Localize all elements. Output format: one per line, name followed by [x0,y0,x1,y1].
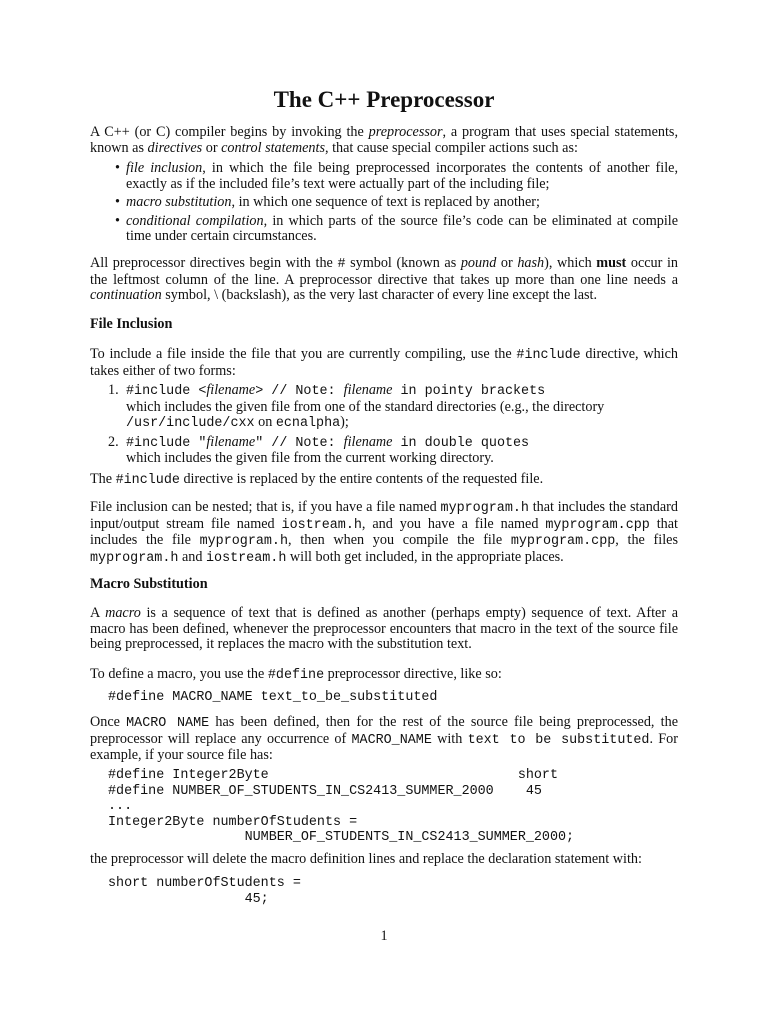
list-item: 2. #include "filename" // Note: filename in double quotes which includes the given file from the current working directory. [108,433,530,467]
list-item: • conditional compilation, in which parts of the source file’s code can be eliminated at compile time under certain circumstances. [115,212,679,245]
macro-definition-paragraph: A macro is a sequence of text that is defined as another (perhaps empty) sequence of text. After a macro has been defined, whenever the preprocessor encounters that macro in the text of the source file being preprocessed, it replaces the macro with the substitution text. [90,605,679,653]
nested-inclusion-paragraph: File inclusion can be nested; that is, if you have a file named myprogram.h that includes the standard input/output stream file named iostream.h, and you have a file named myprogram.cpp that includes the file myprogram.h, then when you compile the file myprogram.cpp, the files myprogram.h and iostream.h will both get included, in the appropriate places. [90,499,679,566]
section-heading-macro-substitution: Macro Substitution [90,576,208,592]
include-replaced-paragraph: The #include directive is replaced by the entire contents of the requested file. [90,471,544,488]
compiler-actions-list [90,161,678,248]
list-item: • macro substitution, in which one sequence of text is replaced by another; [115,194,540,211]
page-title: The C++ Preprocessor [273,87,495,112]
intro-paragraph: A C++ (or C) compiler begins by invoking the preprocessor, a program that uses special statements, known as directives or control statements, that cause special compiler actions such as: [90,124,678,156]
code-block-example: #define Integer2Byte short #define NUMBER_OF_STUDENTS_IN_CS2413_SUMMER_2000 45 ... Integer2Byte numberOfStudents = NUMBER_OF_STUDENTS_IN_CS2413_SUMMER_2000; [108,768,575,846]
macro-replace-paragraph: Once MACRO NAME has been defined, then for the rest of the source file being preprocessed, the preprocessor will replace any occurrence of MACRO_NAME with text to be substituted. For example, if your source file has: [90,714,679,764]
preprocessor-result-paragraph: the preprocessor will delete the macro definition lines and replace the declaration statement with: [90,851,642,867]
directives-paragraph: All preprocessor directives begin with the # symbol (known as pound or hash), which must occur in the leftmost column of the line. A preprocessor directive that takes up more than one line needs a continuation symbol, \ (backslash), as the very last character of every line except the last. [90,255,678,304]
code-block-define: #define MACRO_NAME text_to_be_substituted [108,690,438,705]
define-intro-paragraph: To define a macro, you use the #define preprocessor directive, like so: [90,666,502,683]
include-forms-list [90,383,678,470]
list-item: 1. #include <filename> // Note: filename in pointy brackets which includes the given file from one of the standard directories (e.g., the directory /usr/include/cxx on ecnalpha); [108,382,605,432]
include-intro-paragraph: To include a file inside the file that you are currently compiling, use the #include directive, which takes either of two forms: [90,346,678,379]
code-block-result: short numberOfStudents = 45; [108,876,301,907]
page-number: 1 [380,928,388,944]
list-item: • file inclusion, in which the file being preprocessed incorporates the contents of another file, exactly as if the included file’s text were actually part of the including file; [115,160,678,192]
section-heading-file-inclusion: File Inclusion [90,316,173,332]
